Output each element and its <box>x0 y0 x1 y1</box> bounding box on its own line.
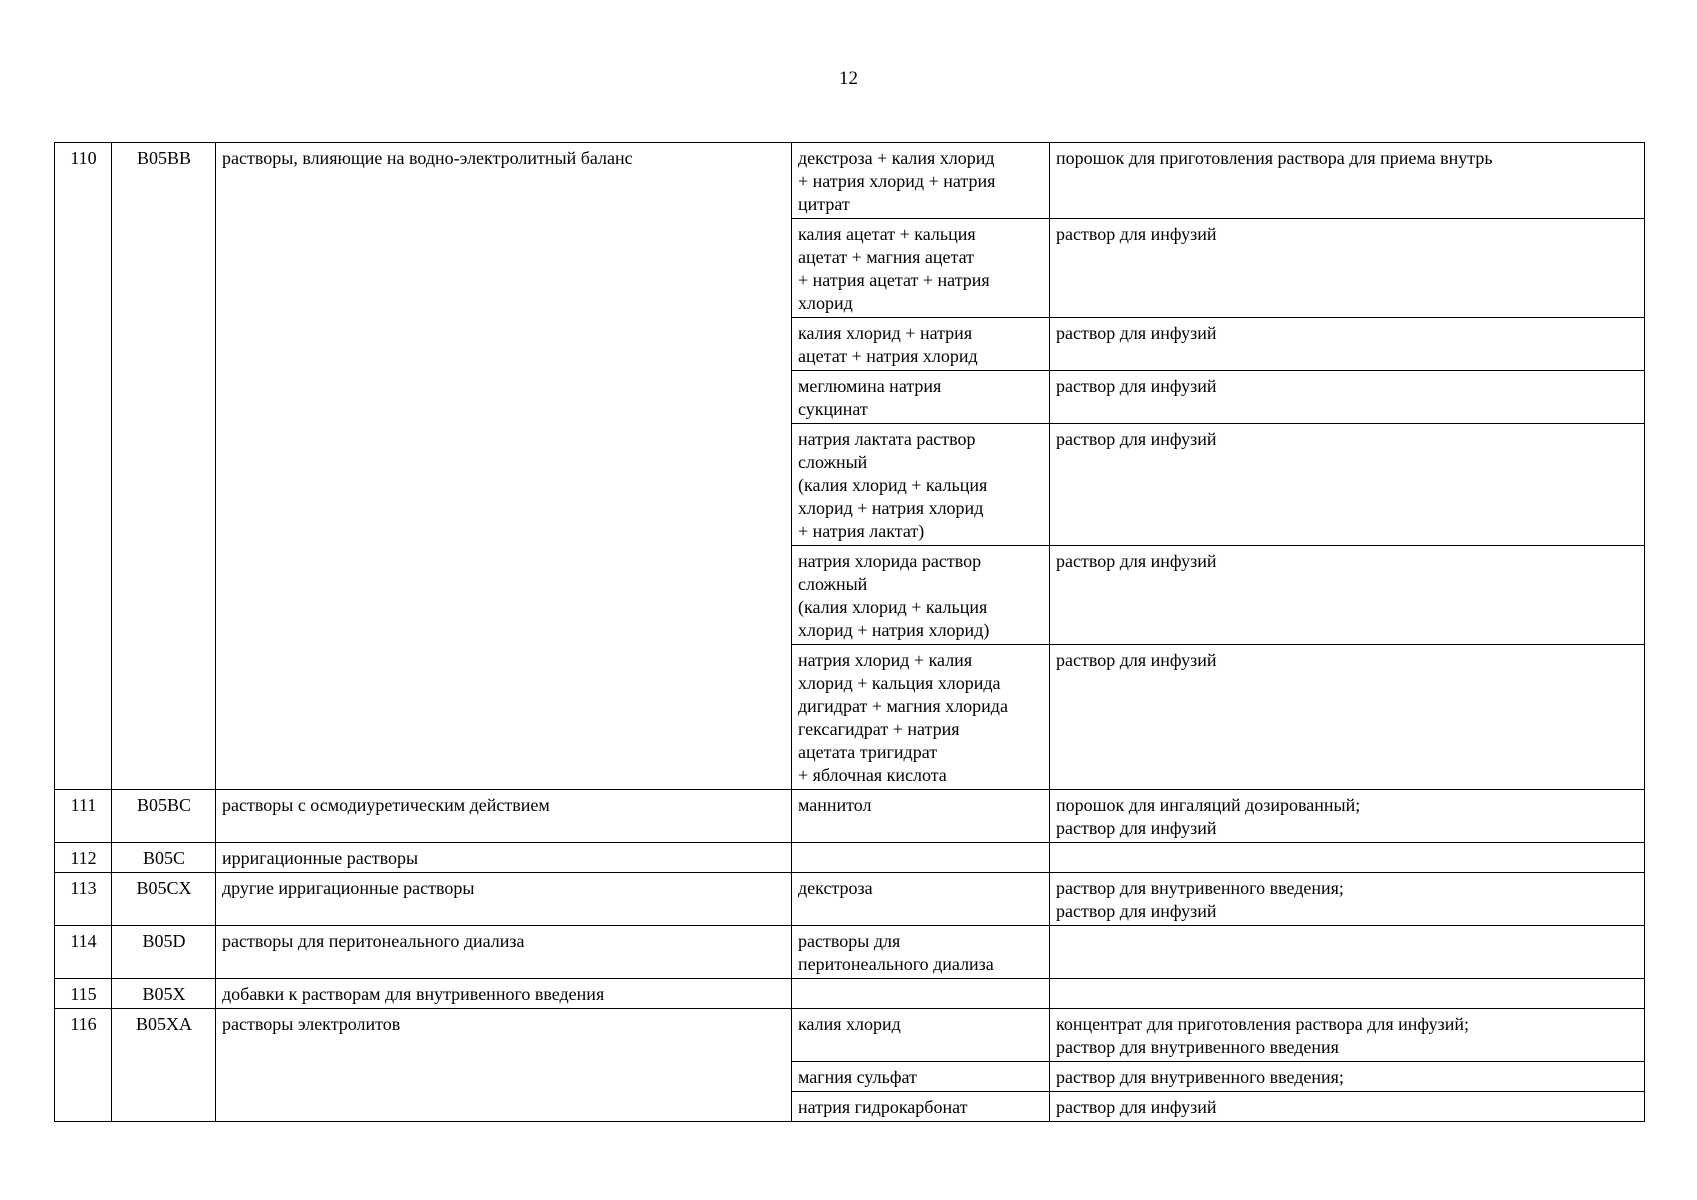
substance-line: (калия хлорид + кальция <box>798 475 988 495</box>
substance-line: натрия хлорид + калия <box>798 650 973 670</box>
dosage-form-cell <box>1050 371 1645 424</box>
substance-line: сложный <box>798 574 868 594</box>
substance-line: + яблочная кислота <box>798 765 947 785</box>
dosage-form-cell <box>1050 143 1645 219</box>
dosage-form-line: раствор для инфузий <box>1056 323 1217 343</box>
dosage-form-line: раствор для инфузий <box>1056 224 1217 244</box>
dosage-form-line: раствор для инфузий <box>1056 376 1217 396</box>
dosage-form-line: раствор для инфузий <box>1056 429 1217 449</box>
table-row <box>55 873 1645 926</box>
dosage-form-line: раствор для инфузий <box>1056 818 1217 838</box>
dosage-form-cell <box>1050 1009 1645 1062</box>
dosage-form-line: раствор для внутривенного введения; <box>1056 878 1344 898</box>
table-row <box>55 790 1645 843</box>
anatomical-therapeutic-group: растворы электролитов <box>216 1009 792 1122</box>
anatomical-therapeutic-group: ирригационные растворы <box>216 843 792 873</box>
page-number: 12 <box>839 68 858 89</box>
substance-line: хлорид + натрия хлорид) <box>798 620 990 640</box>
substance-line: ацетат + натрия хлорид <box>798 346 978 366</box>
substance-line: растворы для <box>798 931 901 951</box>
substance-line: ацетата тригидрат <box>798 742 938 762</box>
substance-line: цитрат <box>798 194 850 214</box>
substance-line: сложный <box>798 452 868 472</box>
dosage-form-cell <box>1050 219 1645 318</box>
substance-line: ацетат + магния ацетат <box>798 247 975 267</box>
dosage-form-cell <box>1050 873 1645 926</box>
dosage-form-line: порошок для ингаляций дозированный; <box>1056 795 1361 815</box>
anatomical-therapeutic-group: растворы, влияющие на водно-электролитный баланс <box>216 143 792 790</box>
atc-code: B05C <box>112 843 216 873</box>
medicinal-substance-cell <box>792 1092 1050 1122</box>
medicinal-substance-cell <box>792 645 1050 790</box>
dosage-form-line: раствор для внутривенного введения <box>1056 1037 1339 1057</box>
row-number: 111 <box>55 790 112 843</box>
medicinal-substance-cell <box>792 873 1050 926</box>
dosage-form-line: раствор для инфузий <box>1056 1097 1217 1117</box>
row-number: 114 <box>55 926 112 979</box>
anatomical-therapeutic-group: растворы для перитонеального диализа <box>216 926 792 979</box>
dosage-form-cell <box>1050 1092 1645 1122</box>
substance-line: хлорид <box>798 293 853 313</box>
medicinal-substance-cell <box>792 1009 1050 1062</box>
atc-code: B05CX <box>112 873 216 926</box>
row-number: 112 <box>55 843 112 873</box>
table-row <box>55 1009 1645 1062</box>
dosage-form-line: раствор для внутривенного введения; <box>1056 1067 1344 1087</box>
table-body <box>55 143 1645 1122</box>
table-row <box>55 979 1645 1009</box>
drug-table <box>54 142 1645 1122</box>
substance-line: сукцинат <box>798 399 868 419</box>
medicinal-substance-cell <box>792 843 1050 873</box>
substance-line: дигидрат + магния хлорида <box>798 696 1008 716</box>
medicinal-substance-cell <box>792 424 1050 546</box>
dosage-form-line: порошок для приготовления раствора для приема внутрь <box>1056 148 1493 168</box>
substance-line: магния сульфат <box>798 1067 917 1087</box>
medicinal-substance-cell <box>792 546 1050 645</box>
row-number: 115 <box>55 979 112 1009</box>
dosage-form-cell <box>1050 318 1645 371</box>
row-number: 110 <box>55 143 112 790</box>
atc-code: B05D <box>112 926 216 979</box>
atc-code: B05XA <box>112 1009 216 1122</box>
anatomical-therapeutic-group: растворы с осмодиуретическим действием <box>216 790 792 843</box>
substance-line: калия хлорид + натрия <box>798 323 973 343</box>
dosage-form-cell <box>1050 1062 1645 1092</box>
substance-line: + натрия лактат) <box>798 521 925 541</box>
anatomical-therapeutic-group: добавки к растворам для внутривенного введения <box>216 979 792 1009</box>
dosage-form-line: раствор для инфузий <box>1056 650 1217 670</box>
substance-line: (калия хлорид + кальция <box>798 597 988 617</box>
atc-code: B05BB <box>112 143 216 790</box>
medicinal-substance-cell <box>792 790 1050 843</box>
substance-line: натрия лактата раствор <box>798 429 976 449</box>
dosage-form-line: раствор для инфузий <box>1056 551 1217 571</box>
dosage-form-cell <box>1050 926 1645 979</box>
substance-line: + натрия ацетат + натрия <box>798 270 990 290</box>
row-number: 116 <box>55 1009 112 1122</box>
substance-line: маннитол <box>798 795 872 815</box>
row-number: 113 <box>55 873 112 926</box>
substance-line: + натрия хлорид + натрия <box>798 171 996 191</box>
medicinal-substance-cell <box>792 1062 1050 1092</box>
atc-code: B05BC <box>112 790 216 843</box>
table-row <box>55 143 1645 219</box>
medicinal-substance-cell <box>792 143 1050 219</box>
medicinal-substance-cell <box>792 979 1050 1009</box>
substance-line: калия хлорид <box>798 1014 901 1034</box>
anatomical-therapeutic-group: другие ирригационные растворы <box>216 873 792 926</box>
medicinal-substance-cell <box>792 926 1050 979</box>
substance-line: декстроза + калия хлорид <box>798 148 995 168</box>
substance-line: натрия гидрокарбонат <box>798 1097 968 1117</box>
dosage-form-line: концентрат для приготовления раствора для инфузий; <box>1056 1014 1469 1034</box>
dosage-form-cell <box>1050 979 1645 1009</box>
dosage-form-line: раствор для инфузий <box>1056 901 1217 921</box>
substance-line: меглюмина натрия <box>798 376 942 396</box>
dosage-form-cell <box>1050 546 1645 645</box>
medicinal-substance-cell <box>792 318 1050 371</box>
substance-line: перитонеального диализа <box>798 954 994 974</box>
medicinal-substance-cell <box>792 219 1050 318</box>
substance-line: хлорид + натрия хлорид <box>798 498 984 518</box>
dosage-form-cell <box>1050 790 1645 843</box>
substance-line: гексагидрат + натрия <box>798 719 960 739</box>
substance-line: натрия хлорида раствор <box>798 551 982 571</box>
substance-line: калия ацетат + кальция <box>798 224 976 244</box>
medicinal-substance-cell <box>792 371 1050 424</box>
dosage-form-cell <box>1050 843 1645 873</box>
dosage-form-cell <box>1050 424 1645 546</box>
dosage-form-cell <box>1050 645 1645 790</box>
table-row <box>55 843 1645 873</box>
table-row <box>55 926 1645 979</box>
atc-code: B05X <box>112 979 216 1009</box>
substance-line: хлорид + кальция хлорида <box>798 673 1001 693</box>
substance-line: декстроза <box>798 878 873 898</box>
